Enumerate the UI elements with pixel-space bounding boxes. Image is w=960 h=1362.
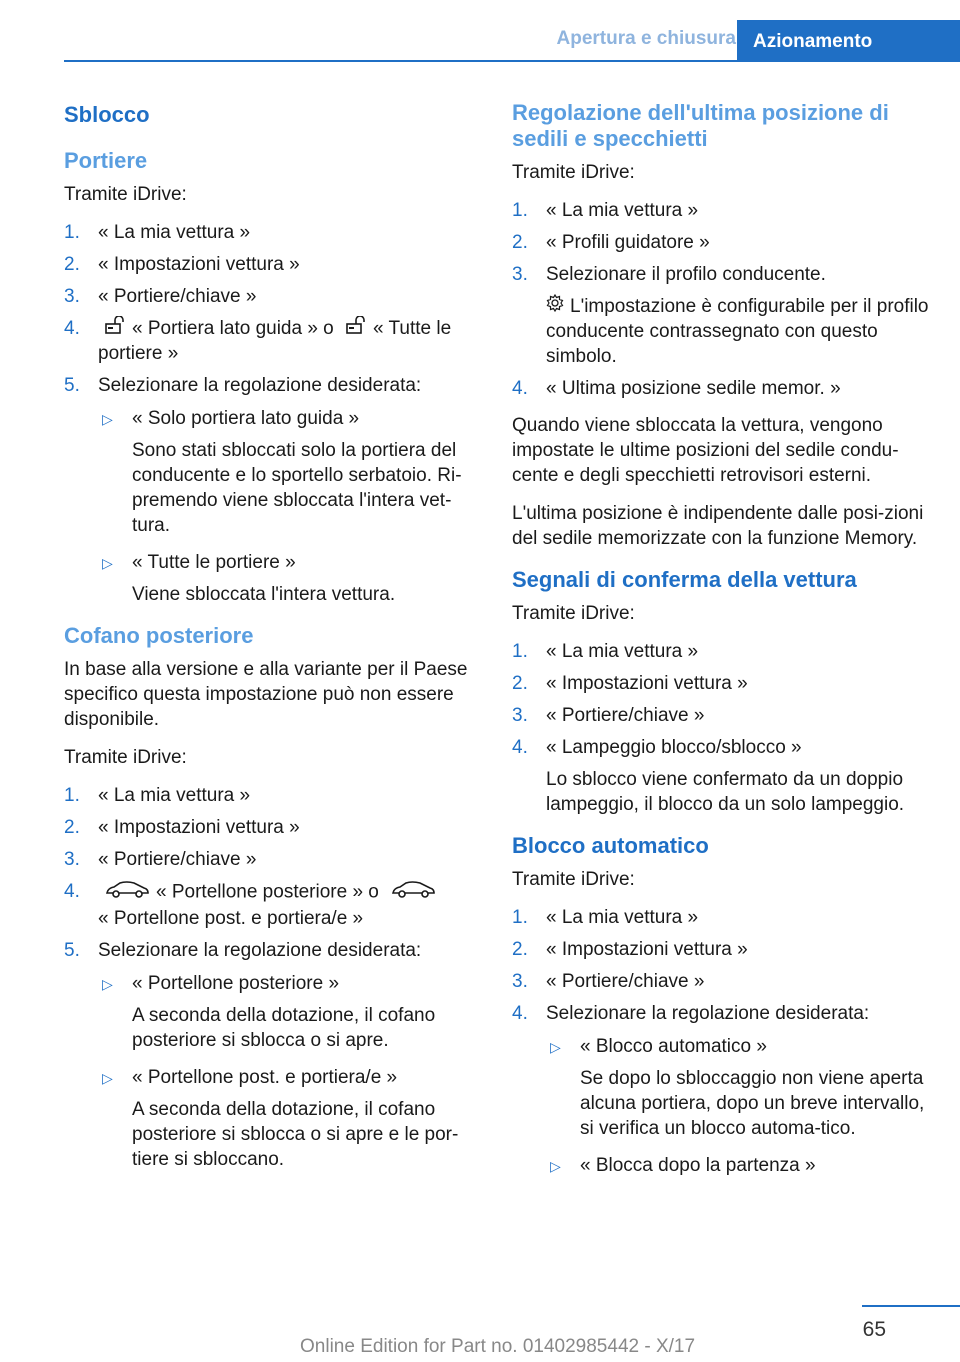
footer-edition: Online Edition for Part no. 01402985442 - X/17 — [300, 1336, 696, 1357]
door-unlock-icon — [104, 316, 126, 341]
option-item: ▷ « Portellone posteriore » A seconda della dotazione, il cofano posteriore si sblocca o si apre. — [102, 973, 436, 1052]
option-item: ▷ « Tutte le portiere » Viene sbloccata l'intera vettura. — [102, 552, 396, 606]
options-list — [98, 406, 484, 607]
list-item: 1. « La mia vettura » — [64, 785, 251, 807]
list-item: 4. « Portellone posteriore » o « Portellone post. e portiera/e » — [64, 879, 484, 931]
car-tailgate-doors-icon — [390, 879, 436, 906]
option-item: ▷ « Blocco automatico » Se dopo lo sbloccaggio non viene aperta alcuna portiera, dopo un breve intervallo, si verifica un blocco automa-tico. — [550, 1036, 925, 1140]
list-item: 3. « Portiere/chiave » — [64, 286, 257, 307]
steps-list-blocco — [512, 905, 932, 1178]
option-item: ▷ « Solo portiera lato guida » Sono stati sbloccati solo la portiera del conducente e lo sportello serbatoio. Ri-premendo viene sbloccata l'intera vet-tura. — [102, 408, 462, 537]
option-item: ▷ « Portellone post. e portiera/e » A seconda della dotazione, il cofano posteriore si sblocca o si apre e le por-tiere si sbloccano. — [102, 1067, 459, 1171]
paragraph: L'ultima posizione è indipendente dalle posi-zioni del sedile memorizzate con la funzione Memory. — [512, 503, 924, 550]
options-list — [546, 1034, 932, 1178]
heading-portiere: Portiere — [64, 148, 148, 173]
gear-profile-icon — [546, 294, 564, 319]
page-header — [0, 0, 960, 62]
list-item: 3. « Portiere/chiave » — [512, 971, 705, 993]
heading-segnali-conferma: Segnali di conferma della vettura — [512, 567, 857, 593]
list-item: 4. Selezionare la regolazione desiderata: ▷ « Blocco automatico » Se dopo lo sbloccaggio non viene aperta alcuna portiera, dopo un breve intervallo, si verifica un blocco automa-tico. ▷ « Blocca dopo la partenza » — [512, 1001, 932, 1178]
list-item: 2. « Impostazioni vettura » — [64, 254, 300, 275]
list-item: 2. « Impostazioni vettura » — [512, 673, 748, 695]
heading-cofano-posteriore: Cofano posteriore — [64, 623, 254, 649]
list-item: 4. « Lampeggio blocco/sblocco » Lo sblocco viene confermato da un doppio lampeggio, il blocco da un solo lampeggio. — [512, 737, 905, 816]
list-item: 2. « Impostazioni vettura » — [64, 817, 300, 839]
steps-list-cofano — [64, 783, 484, 1172]
header-rule — [64, 60, 960, 62]
left-column — [64, 100, 484, 1184]
intro-text: Tramite iDrive: — [64, 747, 187, 769]
steps-list-portiere — [64, 220, 484, 607]
list-item: 5. Selezionare la regolazione desiderata: ▷ « Solo portiera lato guida » Sono stati sbloccati solo la portiera del conducente e lo sportello serbatoio. Ri-premendo viene sbloccata l'intera vet-tura. ▷ « Tutte le portiere » Viene sbloccata l'intera vettura. — [64, 373, 484, 607]
list-item: 3. « Portiere/chiave » — [64, 849, 257, 871]
list-item: 4. « Ultima posizione sedile memor. » — [512, 378, 841, 400]
header-chapter-tab: Azionamento — [737, 20, 960, 62]
section-title-sblocco: Sblocco — [64, 102, 150, 127]
list-item: 1. « La mia vettura » — [512, 200, 699, 221]
steps-list-segnali — [512, 639, 932, 817]
header-section-label: Apertura e chiusura — [556, 28, 736, 49]
note-text: In base alla versione e alla variante per il Paese specifico questa impostazione può non essere disponibile. — [64, 659, 468, 731]
triangle-bullet-icon: ▷ — [550, 1039, 561, 1056]
list-item: 4. « Portiera lato guida » o « Tutte le portiere » — [64, 318, 452, 365]
triangle-bullet-icon: ▷ — [550, 1158, 561, 1175]
car-tailgate-icon — [104, 879, 150, 906]
options-list — [98, 971, 484, 1172]
intro-text: Tramite iDrive: — [512, 869, 635, 891]
triangle-bullet-icon: ▷ — [102, 1070, 113, 1087]
page-number: 65 — [862, 1318, 886, 1341]
list-item: 1. « La mia vettura » — [64, 222, 251, 243]
footer-rule — [862, 1305, 960, 1307]
option-item: ▷ « Blocca dopo la partenza » — [546, 1153, 932, 1178]
list-item: 1. « La mia vettura » — [512, 641, 699, 663]
triangle-bullet-icon: ▷ — [102, 555, 113, 572]
list-item: 2. « Profili guidatore » — [512, 232, 710, 253]
list-item: 1. « La mia vettura » — [512, 907, 699, 929]
paragraph: Quando viene sbloccata la vettura, vengono impostate le ultime posizioni del sedile condu-cente e degli specchietti retrovisori esterni. — [512, 415, 899, 487]
heading-regolazione: Regolazione dell'ultima posizione di sedili e specchietti — [512, 100, 889, 151]
steps-list-regolazione — [512, 198, 932, 401]
list-item: 2. « Impostazioni vettura » — [512, 939, 748, 961]
right-column — [512, 100, 932, 1190]
triangle-bullet-icon: ▷ — [102, 411, 113, 428]
intro-text: Tramite iDrive: — [512, 162, 635, 183]
all-doors-unlock-icon — [345, 316, 367, 341]
intro-text: Tramite iDrive: — [512, 603, 635, 625]
list-item: 3. Selezionare il profilo conducente. L'impostazione è configurabile per il profilo conducente contrassegnato con questo simbolo. — [512, 264, 929, 368]
triangle-bullet-icon: ▷ — [102, 976, 113, 993]
intro-text: Tramite iDrive: — [64, 184, 187, 205]
list-item: 3. « Portiere/chiave » — [512, 705, 705, 727]
list-item: 5. Selezionare la regolazione desiderata: ▷ « Portellone posteriore » A seconda della dotazione, il cofano posteriore si sblocca o si apre. ▷ « Portellone post. e portiera/e » A seconda della dotazione, il cofano posteriore si sblocca o si apre e le por-tiere si sbloccano. — [64, 938, 484, 1172]
heading-blocco-automatico: Blocco automatico — [512, 833, 709, 859]
